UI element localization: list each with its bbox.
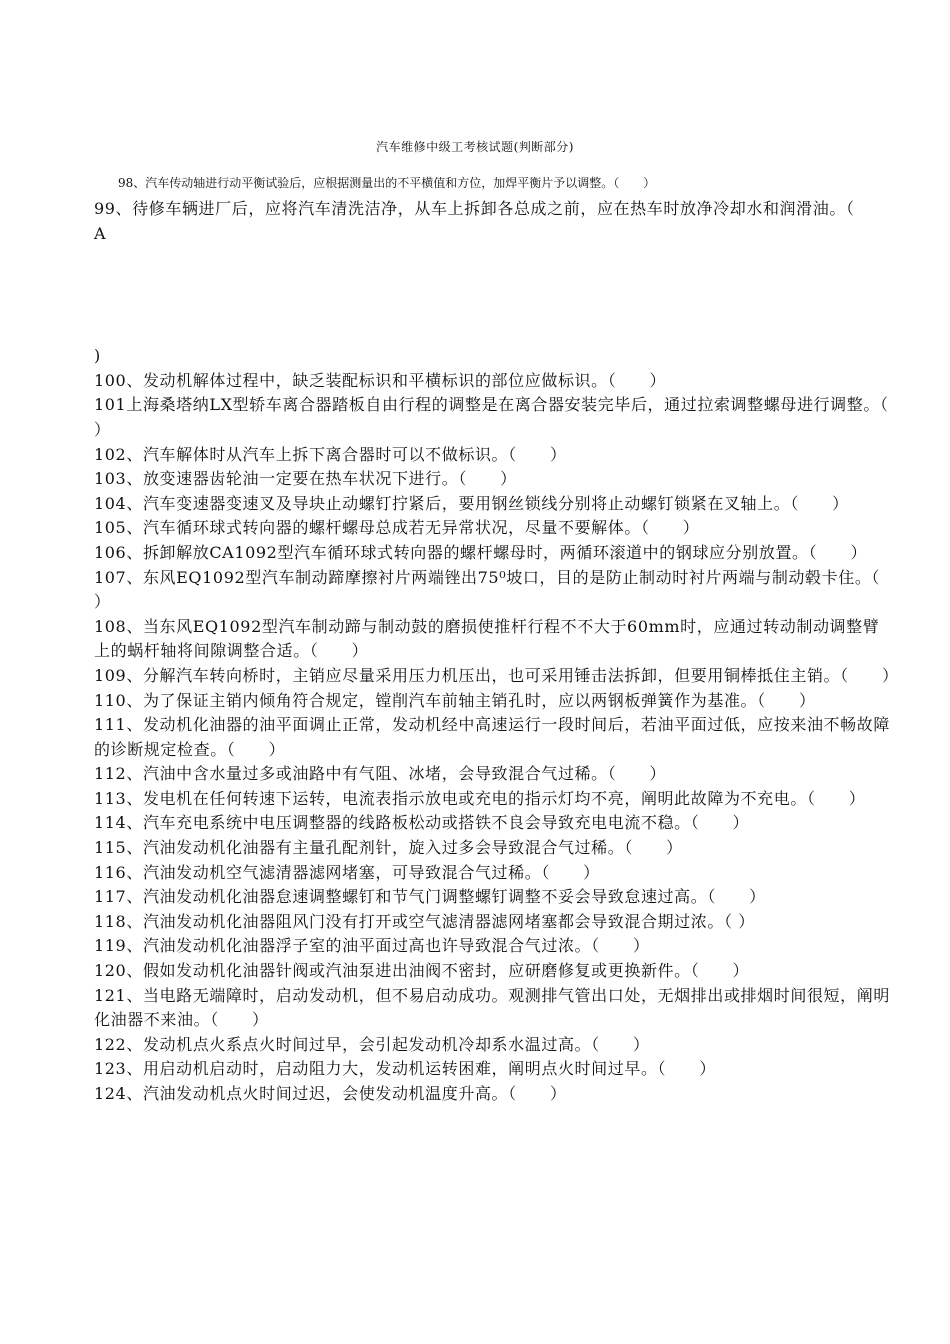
question-item: 110、为了保证主销内倾角符合规定，镗削汽车前轴主销孔时，应以两钢板弹簧作为基准。（ ） (94, 690, 816, 710)
question-item: 111、发动机化油器的油平面调止正常，发动机经中高速运行一段时间后，若油平面过低，应按来油不畅故障的诊断规定检查。（ ） (94, 715, 890, 759)
question-item: 113、发电机在任何转速下运转，电流表指示放电或充电的指示灯均不亮，阐明此故障为不充电。（ ） (94, 788, 866, 808)
question-item: 102、汽车解体时从汽车上拆下离合器时可以不做标识。（ ） (94, 444, 567, 464)
question-item: 108、当东风EQ1092型汽车制动蹄与制动鼓的磨损使推杆行程不不大于60mm时，应通过转动制动调整臂上的蜗杆轴将间隙调整合适。（ ） (94, 616, 880, 661)
question-item: 121、当电路无端障时，启动发动机，但不易启动成功。观测排气管出口处，无烟排出或排烟时间很短，阐明化油器不来油。（ ） (94, 985, 890, 1030)
question-item: 106、拆卸解放CA1092型汽车循环球式转向器的螺杆螺母时，两循环滚道中的钢球应分别放置。（ ） (94, 542, 868, 562)
question-item: 109、分解汽车转向桥时，主销应尽量采用压力机压出，也可采用锤击法拆卸，但要用铜棒抵住主销。（ ） (94, 665, 899, 685)
blank-gap (94, 246, 894, 344)
page-title: 汽车维修中级工考核试题(判断部分) (376, 140, 574, 154)
question-item: 112、汽油中含水量过多或油路中有气阻、冰堵，会导致混合气过稀。（ ） (94, 764, 667, 784)
question-item: 116、汽油发动机空气滤清器滤网堵塞，可导致混合气过稀。（ ） (94, 862, 600, 882)
question-item: 107、东风EQ1092型汽车制动蹄摩擦衬片两端锉出75⁰坡口，目的是防止制动时衬片两端与制动毂卡住。（ ） (94, 567, 914, 612)
question-item: 119、汽油发动机化油器浮子室的油平面过高也许导致混合气过浓。（ ） (94, 936, 650, 956)
question-item: 105、汽车循环球式转向器的螺杆螺母总成若无异常状况，尽量不要解体。（ ） (94, 518, 700, 538)
question-item: 100、发动机解体过程中，缺乏装配标识和平横标识的部位应做标识。（ ） (94, 370, 667, 390)
question-item: 122、发动机点火系点火时间过早，会引起发动机冷却系水温过高。（ ） (94, 1034, 650, 1054)
question-item: 101上海桑塔纳LX型轿车离合器踏板自由行程的调整是在离合器安装完毕后，通过拉索调整螺母进行调整。（ ） (94, 395, 922, 439)
question-99-close: ) (94, 346, 101, 366)
question-item: 120、假如发动机化油器针阀或汽油泵进出油阀不密封，应研磨修复或更换新件。（ ） (94, 961, 750, 981)
question-item: 103、放变速器齿轮油一定要在热车状况下进行。（ ） (94, 469, 517, 489)
question-item: 115、汽油发动机化油器有主量孔配剂针，旋入过多会导致混合气过稀。（ ） (94, 838, 683, 858)
question-item: 124、汽油发动机点火时间过迟，会使发动机温度升高。（ ） (94, 1084, 567, 1103)
question-99: 99、待修车辆进厂后，应将汽车清洗洁净，从车上拆卸各总成之前，应在热车时放净冷却水和润滑油。（ A (94, 199, 894, 243)
question-item: 104、汽车变速器变速叉及导块止动螺钉拧紧后，要用钢丝锁线分别将止动螺钉锁紧在叉轴上。（ ） (94, 493, 849, 513)
question-item: 118、汽油发动机化油器阻风门没有打开或空气滤清器滤网堵塞都会导致混合期过浓。（ ） (94, 911, 755, 931)
question-98: 98、汽车传动轴进行动平衡试验后，应根据测量出的不平横值和方位，加焊平衡片予以调整。（ ） (118, 176, 656, 190)
question-list (94, 197, 922, 1107)
question-items (94, 369, 922, 1107)
question-item: 123、用启动机启动时，启动阻力大，发动机运转困难，阐明点火时间过早。（ ） (94, 1059, 716, 1079)
question-item: 117、汽油发动机化油器怠速调整螺钉和节气门调整螺钉调整不妥会导致怠速过高。（ ） (94, 887, 766, 907)
question-item: 114、汽车充电系统中电压调整器的线路板松动或搭铁不良会导致充电电流不稳。（ ） (94, 813, 750, 833)
